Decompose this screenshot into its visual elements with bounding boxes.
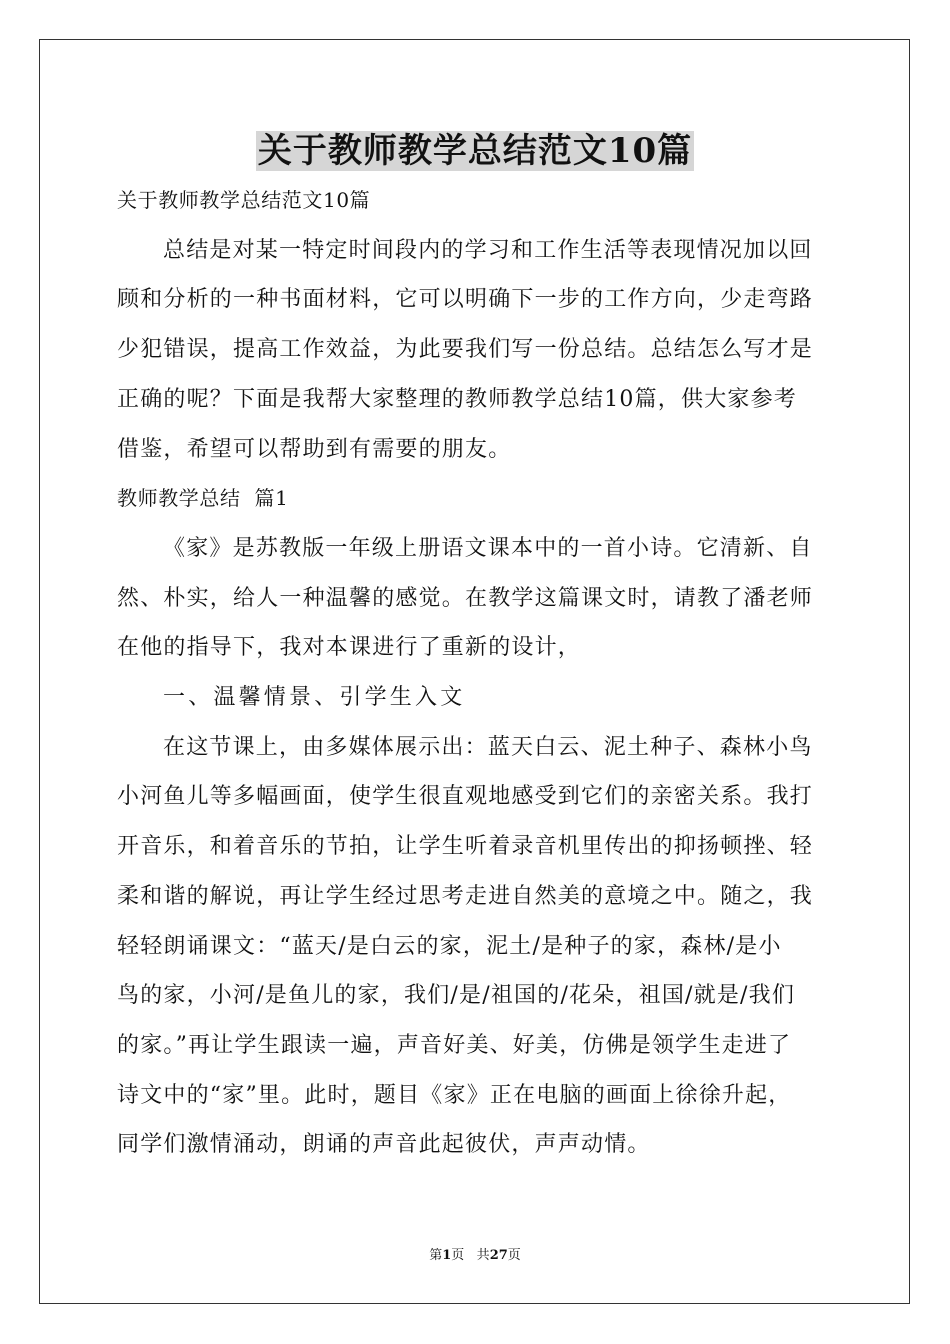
document-title-text: 关于教师教学总结范文10篇: [257, 131, 693, 171]
paragraph-line: 在他的指导下，我对本课进行了重新的设计，: [117, 635, 582, 661]
paragraph-line: 正确的呢？下面是我帮大家整理的教师教学总结10篇，供大家参考: [117, 386, 797, 412]
page-prefix: 第: [429, 1248, 443, 1263]
paragraph-line: 小河鱼儿等多幅画面，使学生很直观地感受到它们的亲密关系。我打: [117, 784, 814, 810]
paragraph-line: 少犯错误，提高工作效益，为此要我们写一份总结。总结怎么写才是: [117, 337, 814, 363]
paragraph-line: 总结是对某一特定时间段内的学习和工作生活等表现情况加以回: [163, 237, 813, 263]
intro-paragraph: [117, 226, 833, 475]
paragraph-line: 借鉴，希望可以帮助到有需要的朋友。: [117, 436, 512, 462]
section-heading: 教师教学总结 篇1: [117, 486, 289, 511]
paragraph-line: 鸟的家，小河/是鱼儿的家，我们/是/祖国的/花朵，祖国/就是/我们: [117, 983, 796, 1009]
document-subtitle: 关于教师教学总结范文10篇: [117, 188, 371, 212]
paragraph-line: 顾和分析的一种书面材料，它可以明确下一步的工作方向，少走弯路: [117, 287, 814, 313]
paragraph-line: 然、朴实，给人一种温馨的感觉。在教学这篇课文时，请教了潘老师: [117, 585, 814, 611]
page-label: 页: [451, 1248, 465, 1263]
paragraph-line: 诗文中的“家”里。此时，题目《家》正在电脑的画面上徐徐升起，: [117, 1082, 792, 1108]
paragraph-line: 《家》是苏教版一年级上册语文课本中的一首小诗。它清新、自: [163, 535, 813, 561]
total-label: 页: [507, 1248, 521, 1263]
section-subheading: 一、温馨情景、引学生入文: [163, 685, 466, 711]
paragraph-line: 的家。”再让学生跟读一遍，声音好美、好美，仿佛是领学生走进了: [117, 1032, 792, 1058]
section-paragraph-1: [117, 524, 833, 673]
paragraph-line: 同学们激情涌动，朗诵的声音此起彼伏，声声动情。: [117, 1132, 651, 1158]
paragraph-line: 在这节课上，由多媒体展示出：蓝天白云、泥土种子、森林小鸟: [163, 734, 813, 760]
paragraph-line: 柔和谐的解说，再让学生经过思考走进自然美的意境之中。随之，我: [117, 883, 814, 909]
section-paragraph-2: [117, 723, 833, 1170]
paragraph-line: 轻轻朗诵课文：“蓝天/是白云的家，泥土/是种子的家，森林/是小: [117, 933, 782, 959]
page-footer: [0, 1247, 950, 1265]
document-title: [0, 125, 950, 177]
page-total: 27: [489, 1248, 508, 1263]
total-prefix: 共: [476, 1248, 490, 1263]
paragraph-line: 开音乐，和着音乐的节拍，让学生听着录音机里传出的抑扬顿挫、轻: [117, 834, 814, 860]
document-body: [117, 176, 833, 1170]
page-number: 1: [442, 1248, 452, 1263]
